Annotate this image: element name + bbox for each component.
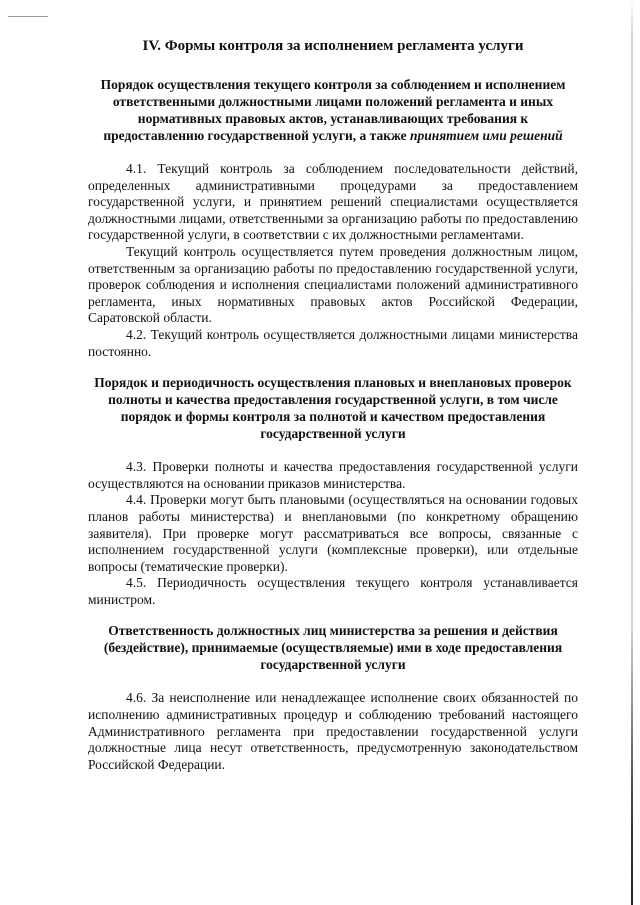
scan-edge: [631, 0, 633, 905]
paragraph-4-5: 4.5. Периодичность осуществления текущего контроля устанавливается министром.: [88, 575, 578, 607]
paragraph-4-2: 4.2. Текущий контроль осуществляется должностными лицами министерства постоянно.: [88, 326, 578, 359]
scan-mark: [8, 16, 48, 17]
paragraph-current-control: Текущий контроль осуществляется путем проведения должностным лицом, ответственным за организацию работы по предоставлению государственной услуги, проверок соблюдения и исполнения специалистами положений административного регламента, иных нормативных правовых актов Российской Федерации, Саратовской области.: [88, 243, 578, 326]
paragraph-4-4: 4.4. Проверки могут быть плановыми (осуществляться на основании годовых планов работы министерства) и внеплановыми (по конкретному обращению заявителя). При проверке могут рассматриваться все вопросы, связанные с исполнением государственной услуги (комплексные проверки), или отдельные вопросы (тематические проверки).: [88, 492, 578, 574]
paragraph-4-1: 4.1. Текущий контроль за соблюдением последовательности действий, определенных административными процедурами за предоставлением государственной услуги, и принятием решений специалистами осуществляется должностными лицами, ответственными за организацию работы по предоставлению государственной услуги, в соответствии с их должностными регламентами.: [88, 161, 578, 243]
section3-heading: Ответственность должностных лиц министерства за решения и действия (бездействие), принимаемые (осуществляемые) ими в ходе предоставления государственной услуги: [103, 623, 563, 673]
paragraph-4-3: 4.3. Проверки полноты и качества предоставления государственной услуги осуществляются на основании приказов министерства.: [88, 459, 578, 491]
section-title: IV. Формы контроля за исполнением регламента услуги: [142, 38, 524, 54]
section2-heading: Порядок и периодичность осуществления плановых и внеплановых проверок полноты и качества предоставления государственной услуги, в том числе порядок и формы контроля за полнотой и качеством предоставления государственной услуги: [94, 375, 572, 442]
paragraph-4-6: 4.6. За неисполнение или ненадлежащее исполнение своих обязанностей по исполнению административных процедур и соблюдению требований настоящего Административного регламента при предоставлении государственной услуги должностные лица несут ответственность, предусмотренную законодательством Российской Федерации.: [88, 690, 578, 772]
document-page: [88, 36, 578, 773]
section1-heading: [88, 76, 578, 144]
section1-heading-tail: принятием ими решений: [409, 128, 563, 143]
section1-heading-main: Порядок осуществления текущего контроля за соблюдением и исполнением ответственными должностными лицами положений регламента и иных нормативных правовых актов, устанавливающих требования к предоставлению государственной услуги, а также: [100, 77, 566, 143]
